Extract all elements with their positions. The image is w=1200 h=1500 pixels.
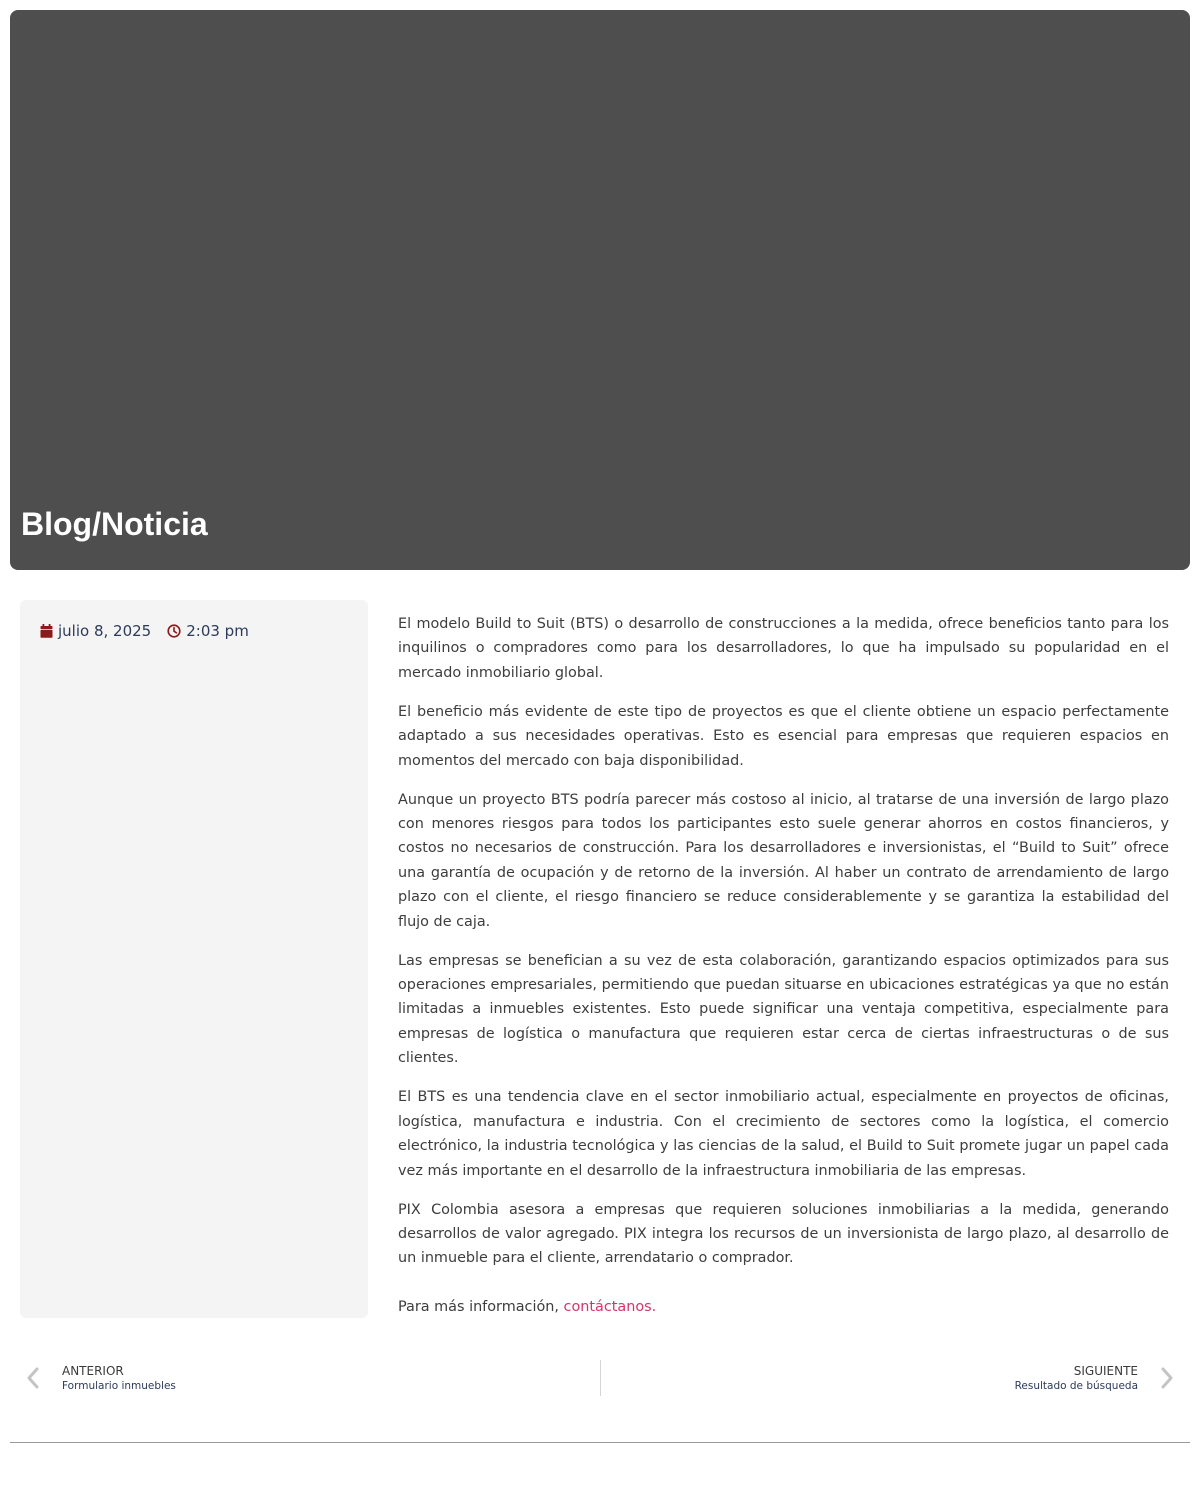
post-time-text: 2:03 pm [186, 622, 249, 640]
article-body [398, 612, 1169, 1334]
article-paragraph: PIX Colombia asesora a empresas que requieren soluciones inmobiliarias a la medida, generando desarrollos de valor agregado. PIX integra los recursos de un inversionista de largo plazo, al desarrollo de un inmueble para el cliente, arrendatario o comprador. [398, 1201, 1169, 1267]
nav-divider [600, 1360, 601, 1396]
previous-post-text [62, 1363, 176, 1394]
next-post-link[interactable] [1015, 1360, 1174, 1396]
previous-post-link[interactable] [26, 1360, 176, 1396]
next-post-text [1015, 1363, 1138, 1394]
post-navigation [20, 1360, 1180, 1396]
next-label: SIGUIENTE [1073, 1363, 1138, 1378]
page-title: Blog/Noticia [21, 506, 208, 542]
footer-divider [10, 1442, 1190, 1443]
article-paragraph: Aunque un proyecto BTS podría parecer más costoso al inicio, al tratarse de una inversión de largo plazo con menores riesgos para todos los participantes esto suele generar ahorros en costos financieros, y costos no necesarios de construcción. Para los desarrolladores e inversionistas, el “Build to Suit” ofrece una garantía de ocupación y de retorno de la inversión. Al haber un contrato de arrendamiento de largo plazo con el cliente, el riesgo financiero se reduce considerablemente y se garantiza la estabilidad del flujo de caja. [398, 791, 1169, 930]
article-paragraph: Las empresas se benefician a su vez de esta colaboración, garantizando espacios optimizados para sus operaciones empresariales, permitiendo que puedan situarse en ubicaciones estratégicas ya que no están limitadas a inmuebles existentes. Esto puede significar una ventaja competitiva, especialmente para empresas de logística o manufactura que requieren estar cerca de ciertas infraestructuras o de sus clientes. [398, 952, 1169, 1067]
chevron-right-icon [1160, 1367, 1174, 1389]
chevron-left-icon [26, 1367, 40, 1389]
contact-link[interactable]: contáctanos. [563, 1298, 657, 1315]
calendar-icon [40, 624, 53, 638]
post-date [40, 622, 151, 640]
clock-icon [167, 624, 181, 638]
hero-banner [10, 10, 1190, 570]
article-paragraph: El modelo Build to Suit (BTS) o desarrollo de construcciones a la medida, ofrece beneficios tanto para los inquilinos o compradores como para los desarrolladores, lo que ha impulsado su popularidad en el mercado inmobiliario global. [398, 616, 1169, 681]
contact-cta [398, 1295, 1169, 1319]
previous-title: Formulario inmuebles [62, 1379, 176, 1392]
post-sidebar [20, 600, 368, 1318]
article-paragraph: El beneficio más evidente de este tipo de proyectos es que el cliente obtiene un espacio perfectamente adaptado a sus necesidades operativas. Esto es esencial para empresas que requieren espacios en momentos del mercado con baja disponibilidad. [398, 703, 1169, 769]
previous-label: ANTERIOR [62, 1363, 124, 1378]
post-time [167, 622, 249, 640]
post-meta [40, 622, 249, 640]
contact-cta-text: Para más información, [398, 1298, 564, 1315]
post-date-text: julio 8, 2025 [58, 622, 152, 640]
article-paragraph: El BTS es una tendencia clave en el sector inmobiliario actual, especialmente en proyectos de oficinas, logística, manufactura e industria. Con el crecimiento de sectores como la logística, el comercio electrónico, la industria tecnológica y las ciencias de la salud, el Build to Suit promete jugar un papel cada vez más importante en el desarrollo de la infraestructura inmobiliaria de las empresas. [398, 1089, 1169, 1179]
next-title: Resultado de búsqueda [1014, 1379, 1138, 1392]
